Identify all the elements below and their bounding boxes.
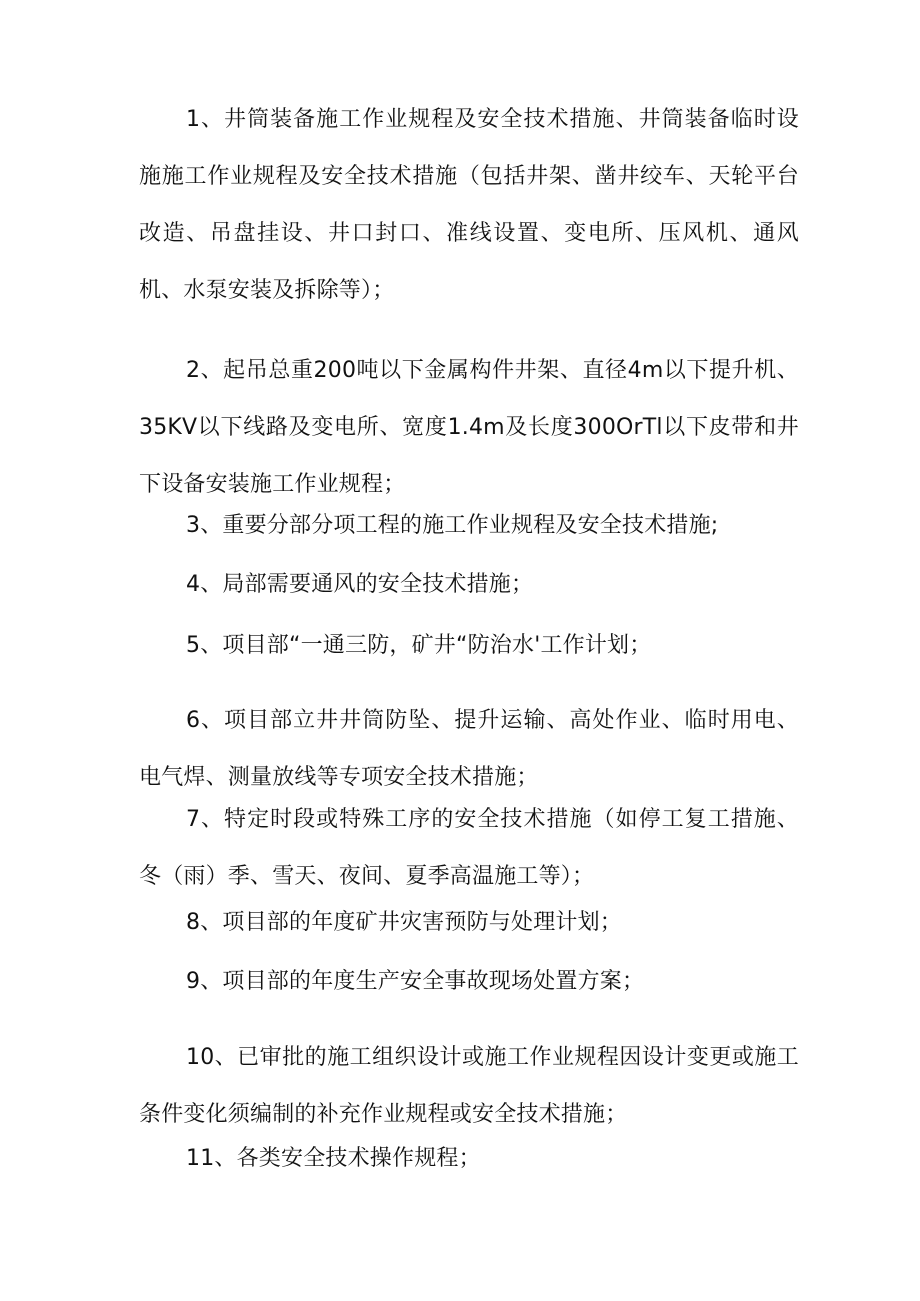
list-item: 6、项目部立井井筒防坠、提升运输、高处作业、临时用电、电气焊、测量放线等专项安全技术措施； <box>139 708 799 790</box>
list-item: 11、各类安全技术操作规程； <box>186 1146 481 1171</box>
list-item: 4、局部需要通风的安全技术措施； <box>186 572 534 597</box>
list-item: 5、项目部“一通三防，矿井“防治水'工作计划； <box>186 633 652 658</box>
list-item: 2、起吊总重200吨以下金属构件井架、直径4m以下提升机、35KV以下线路及变电所、宽度1.4m及长度300OrTl以下皮带和井下设备安装施工作业规程； <box>139 358 799 497</box>
list-item: 3、重要分部分项工程的施工作业规程及安全技术措施; <box>186 513 719 538</box>
list-item: 9、项目部的年度生产安全事故现场处置方案； <box>186 969 645 994</box>
list-item: 7、特定时段或特殊工序的安全技术措施（如停工复工措施、冬（雨）季、雪天、夜间、夏季高温施工等）； <box>139 807 799 889</box>
list-item: 10、已审批的施工组织设计或施工作业规程因设计变更或施工条件变化须编制的补充作业规程或安全技术措施； <box>139 1045 799 1127</box>
list-item: 8、项目部的年度矿井灾害预防与处理计划； <box>186 910 622 935</box>
list-item: 1、井筒装备施工作业规程及安全技术措施、井筒装备临时设施施工作业规程及安全技术措施（包括井架、凿井绞车、天轮平台改造、吊盘挂设、井口封口、准线设置、变电所、压风机、通风机、水泵安装及拆除等）； <box>139 107 799 303</box>
